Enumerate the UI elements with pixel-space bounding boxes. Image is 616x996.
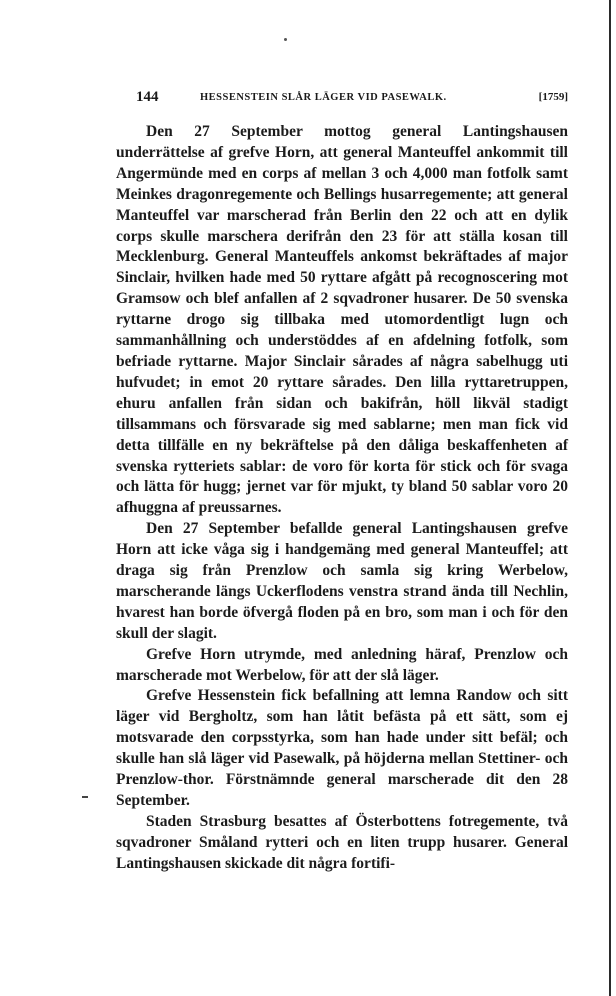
paragraph-4: Grefve Hessenstein fick befallning att lemna Randow och sitt läger vid Bergholtz, som han låtit befästa på ett sätt, som ej motsvarade den corpsstyrka, som han hade under sitt befäl; och skulle han slå läger vid Pasewalk, på höjderna mellan Stettiner- och Prenzlow-thor. Förstnämnde general marscherade dit den 28 September. [116,687,568,809]
body-text [116,122,568,875]
year-marker: [1759] [538,91,568,103]
running-title: HESSENSTEIN SLÅR LÄGER VID PASEWALK. [200,92,447,103]
margin-mark [82,796,88,798]
page-edge-line [609,0,611,996]
page-header [136,91,568,107]
print-speck [284,38,287,41]
paragraph-5: Staden Strasburg besattes af Österbottens fotregemente, två sqvadroner Småland rytteri och en liten trupp husarer. General Lantingshausen skickade dit några fortifi- [116,812,568,872]
page-number: 144 [136,89,159,105]
paragraph-2: Den 27 September befallde general Lantingshausen grefve Horn att icke våga sig i handgemäng med general Manteuffel; att draga sig från Prenzlow och samla sig kring Werbelow, marscherande längs Uckerflodens venstra strand ända till Nechlin, hvarest han borde öfvergå floden på en bro, som man i och för den skull der slagit. [116,520,568,642]
paragraph-3: Grefve Horn utrymde, med anledning häraf, Prenzlow och marscherade mot Werbelow, för att der slå läger. [116,645,568,684]
paragraph-1: Den 27 September mottog general Lantingshausen underrättelse af grefve Horn, att general Manteuffel ankommit till Angermünde med en corps af mellan 3 och 4,000 man fotfolk samt Meinkes dragonregemente och Bellings husarregemente; att general Manteuffel var marscherad från Berlin den 22 och att en dylik corps skulle marschera derifrån den 23 för att ställa kosan till Mecklenburg. General Manteuffels ankomst bekräftades af major Sinclair, hvilken hade med 50 ryttare afgått på recognoscering mot Gramsow och blef anfallen af 2 sqvadroner husarer. De 50 svenska ryttarne drogo sig tillbaka med utomordentligt lugn och sammanhållning och understöddes af en afdelning fotfolk, som befriade ryttarne. Major Sinclair sårades af några sabelhugg uti hufvudet; in emot 20 ryttare sårades. Den lilla ryttaretruppen, ehuru anfallen från sidan och bakifrån, höll likväl stadigt tillsammans och försvarade sig med sablarne; men man fick vid detta tillfälle en ny bekräftelse på den dåliga beskaffenheten af svenska rytteriets sablar: de voro för korta för stick och för svaga och lätta för hugg; jernet var för mjukt, ty bland 50 sablar voro 20 afhuggna af preussarnes. [116,123,568,517]
